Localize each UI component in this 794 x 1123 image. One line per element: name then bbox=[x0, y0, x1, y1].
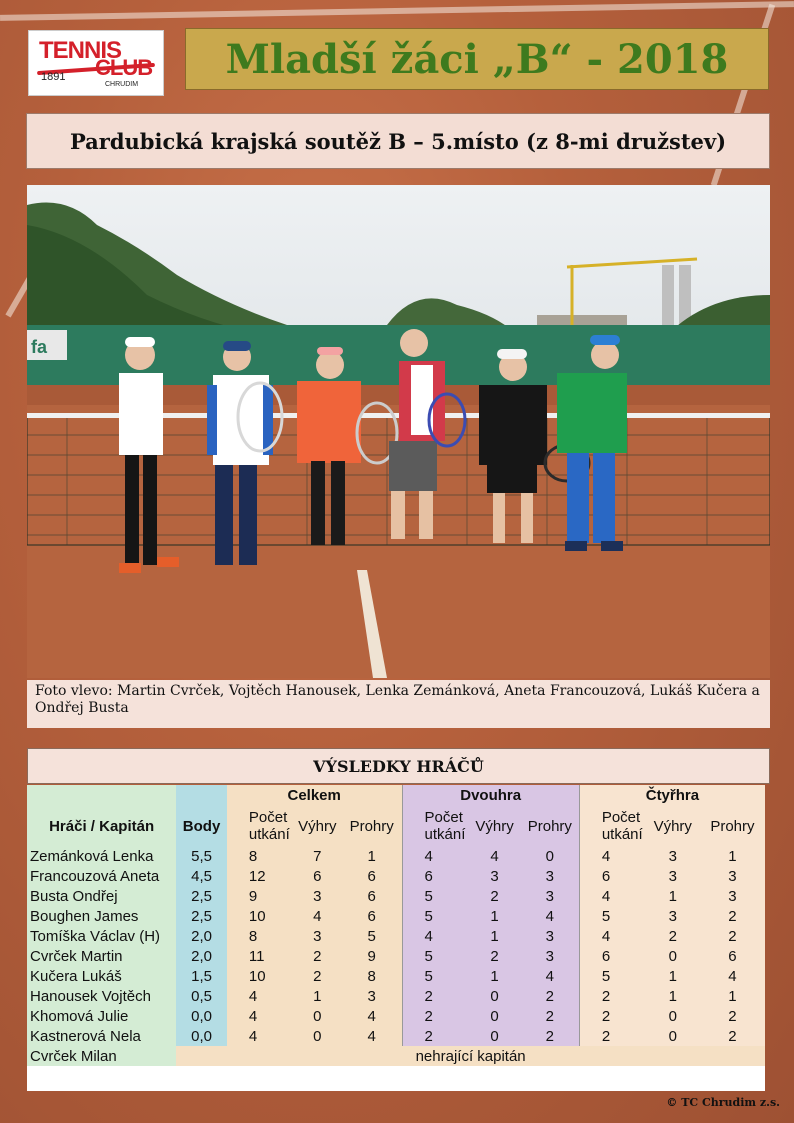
ctyrhra-losses: 4 bbox=[700, 966, 765, 986]
dvouhra-matches: 5 bbox=[402, 966, 468, 986]
player-points: 2,0 bbox=[176, 946, 227, 966]
group-celkem: Celkem bbox=[227, 785, 402, 806]
group-dvouhra: Dvouhra bbox=[402, 785, 579, 806]
dvouhra-wins: 2 bbox=[468, 946, 520, 966]
col-losses: Prohry bbox=[521, 806, 580, 846]
ctyrhra-losses: 2 bbox=[700, 906, 765, 926]
celkem-losses: 6 bbox=[342, 906, 402, 926]
court-line bbox=[0, 1, 794, 21]
table-row bbox=[27, 846, 765, 866]
dvouhra-losses: 3 bbox=[521, 886, 580, 906]
results-title: VÝSLEDKY HRÁČŮ bbox=[313, 756, 484, 776]
ctyrhra-matches: 6 bbox=[579, 946, 645, 966]
col-matches: Počet utkání bbox=[579, 806, 645, 846]
captain-name: Cvrček Milan bbox=[27, 1046, 176, 1066]
ctyrhra-matches: 4 bbox=[579, 846, 645, 866]
ctyrhra-matches: 6 bbox=[579, 866, 645, 886]
celkem-wins: 0 bbox=[293, 1006, 342, 1026]
celkem-matches: 8 bbox=[227, 846, 293, 866]
photo-caption: Foto vlevo: Martin Cvrček, Vojtěch Hanousek, Lenka Zemánková, Aneta Francouzová, Lukáš Kučera a Ondřej Busta bbox=[27, 680, 770, 728]
title-box bbox=[185, 28, 769, 90]
dvouhra-wins: 0 bbox=[468, 1006, 520, 1026]
ctyrhra-losses: 1 bbox=[700, 986, 765, 1006]
col-matches: Počet utkání bbox=[227, 806, 293, 846]
logo-city: CHRUDIM bbox=[105, 81, 139, 88]
table-row bbox=[27, 906, 765, 926]
player-points: 2,0 bbox=[176, 926, 227, 946]
celkem-losses: 6 bbox=[342, 866, 402, 886]
col-wins: Výhry bbox=[468, 806, 520, 846]
dvouhra-matches: 2 bbox=[402, 986, 468, 1006]
dvouhra-matches: 4 bbox=[402, 926, 468, 946]
dvouhra-losses: 2 bbox=[521, 986, 580, 1006]
celkem-wins: 3 bbox=[293, 886, 342, 906]
results-table-wrap bbox=[27, 785, 765, 1091]
player-points: 0,0 bbox=[176, 1026, 227, 1046]
ctyrhra-wins: 3 bbox=[646, 906, 700, 926]
table-row bbox=[27, 886, 765, 906]
ctyrhra-losses: 2 bbox=[700, 1006, 765, 1026]
ctyrhra-wins: 0 bbox=[646, 1026, 700, 1046]
celkem-matches: 4 bbox=[227, 986, 293, 1006]
player-name: Zemánková Lenka bbox=[27, 846, 176, 866]
celkem-losses: 4 bbox=[342, 1006, 402, 1026]
dvouhra-wins: 1 bbox=[468, 966, 520, 986]
group-ctyrhra: Čtyřhra bbox=[579, 785, 765, 806]
table-group-header bbox=[27, 785, 765, 806]
table-row bbox=[27, 926, 765, 946]
dvouhra-wins: 0 bbox=[468, 1026, 520, 1046]
table-row bbox=[27, 966, 765, 986]
ctyrhra-matches: 2 bbox=[579, 986, 645, 1006]
celkem-losses: 3 bbox=[342, 986, 402, 1006]
ctyrhra-wins: 0 bbox=[646, 946, 700, 966]
celkem-wins: 3 bbox=[293, 926, 342, 946]
dvouhra-matches: 2 bbox=[402, 1026, 468, 1046]
group-empty bbox=[176, 785, 227, 806]
player-name: Tomíška Václav (H) bbox=[27, 926, 176, 946]
player-points: 5,5 bbox=[176, 846, 227, 866]
ctyrhra-losses: 6 bbox=[700, 946, 765, 966]
celkem-matches: 9 bbox=[227, 886, 293, 906]
subtitle-box bbox=[26, 113, 770, 169]
celkem-matches: 4 bbox=[227, 1006, 293, 1026]
captain-note: nehrající kapitán bbox=[176, 1046, 765, 1066]
ctyrhra-wins: 1 bbox=[646, 966, 700, 986]
player-points: 0,0 bbox=[176, 1006, 227, 1026]
copyright: © TC Chrudim z.s. bbox=[666, 1096, 780, 1109]
dvouhra-losses: 3 bbox=[521, 866, 580, 886]
celkem-wins: 0 bbox=[293, 1026, 342, 1046]
celkem-losses: 8 bbox=[342, 966, 402, 986]
dvouhra-wins: 1 bbox=[468, 926, 520, 946]
dvouhra-losses: 0 bbox=[521, 846, 580, 866]
table-row bbox=[27, 986, 765, 1006]
player-name: Khomová Julie bbox=[27, 1006, 176, 1026]
ctyrhra-losses: 3 bbox=[700, 866, 765, 886]
table-column-header bbox=[27, 806, 765, 846]
club-logo bbox=[28, 30, 164, 96]
logo-text-tennis: TENNIS bbox=[39, 37, 122, 64]
logo-year: 1891 bbox=[41, 71, 66, 83]
dvouhra-losses: 4 bbox=[521, 906, 580, 926]
col-wins: Výhry bbox=[646, 806, 700, 846]
ctyrhra-losses: 3 bbox=[700, 886, 765, 906]
table-row bbox=[27, 1006, 765, 1026]
ctyrhra-wins: 3 bbox=[646, 866, 700, 886]
ctyrhra-wins: 0 bbox=[646, 1006, 700, 1026]
player-name: Cvrček Martin bbox=[27, 946, 176, 966]
dvouhra-wins: 0 bbox=[468, 986, 520, 1006]
celkem-matches: 10 bbox=[227, 966, 293, 986]
ctyrhra-matches: 5 bbox=[579, 966, 645, 986]
table-row bbox=[27, 946, 765, 966]
dvouhra-losses: 3 bbox=[521, 926, 580, 946]
team-photo bbox=[27, 185, 770, 678]
celkem-matches: 11 bbox=[227, 946, 293, 966]
dvouhra-matches: 4 bbox=[402, 846, 468, 866]
page-title: Mladší žáci „B“ - 2018 bbox=[225, 35, 729, 83]
celkem-losses: 5 bbox=[342, 926, 402, 946]
ctyrhra-matches: 4 bbox=[579, 926, 645, 946]
player-name: Kastnerová Nela bbox=[27, 1026, 176, 1046]
player-points: 4,5 bbox=[176, 866, 227, 886]
player-name: Hanousek Vojtěch bbox=[27, 986, 176, 1006]
celkem-losses: 6 bbox=[342, 886, 402, 906]
celkem-wins: 1 bbox=[293, 986, 342, 1006]
page-subtitle: Pardubická krajská soutěž B – 5.místo (z 8-mi družstev) bbox=[69, 128, 727, 154]
celkem-matches: 10 bbox=[227, 906, 293, 926]
dvouhra-losses: 2 bbox=[521, 1006, 580, 1026]
celkem-matches: 8 bbox=[227, 926, 293, 946]
table-row bbox=[27, 866, 765, 886]
player-points: 1,5 bbox=[176, 966, 227, 986]
celkem-wins: 2 bbox=[293, 966, 342, 986]
ctyrhra-losses: 2 bbox=[700, 926, 765, 946]
dvouhra-losses: 2 bbox=[521, 1026, 580, 1046]
celkem-matches: 4 bbox=[227, 1026, 293, 1046]
celkem-losses: 9 bbox=[342, 946, 402, 966]
dvouhra-matches: 5 bbox=[402, 886, 468, 906]
dvouhra-wins: 4 bbox=[468, 846, 520, 866]
ctyrhra-wins: 2 bbox=[646, 926, 700, 946]
logo-text-club: CLUB bbox=[95, 55, 153, 80]
col-losses: Prohry bbox=[700, 806, 765, 846]
player-points: 2,5 bbox=[176, 906, 227, 926]
dvouhra-matches: 2 bbox=[402, 1006, 468, 1026]
ctyrhra-wins: 1 bbox=[646, 886, 700, 906]
ctyrhra-wins: 1 bbox=[646, 986, 700, 1006]
celkem-wins: 2 bbox=[293, 946, 342, 966]
celkem-losses: 1 bbox=[342, 846, 402, 866]
player-name: Kučera Lukáš bbox=[27, 966, 176, 986]
results-header bbox=[27, 748, 770, 784]
player-name: Busta Ondřej bbox=[27, 886, 176, 906]
results-table bbox=[27, 785, 765, 1066]
celkem-losses: 4 bbox=[342, 1026, 402, 1046]
player-name: Boughen James bbox=[27, 906, 176, 926]
group-empty bbox=[27, 785, 176, 806]
ctyrhra-wins: 3 bbox=[646, 846, 700, 866]
celkem-wins: 6 bbox=[293, 866, 342, 886]
col-points: Body bbox=[176, 806, 227, 846]
ctyrhra-matches: 2 bbox=[579, 1026, 645, 1046]
dvouhra-wins: 2 bbox=[468, 886, 520, 906]
celkem-matches: 12 bbox=[227, 866, 293, 886]
ctyrhra-losses: 1 bbox=[700, 846, 765, 866]
team-photo-illustration bbox=[27, 185, 770, 678]
dvouhra-matches: 6 bbox=[402, 866, 468, 886]
dvouhra-losses: 4 bbox=[521, 966, 580, 986]
ctyrhra-losses: 2 bbox=[700, 1026, 765, 1046]
table-row bbox=[27, 1026, 765, 1046]
ctyrhra-matches: 4 bbox=[579, 886, 645, 906]
dvouhra-matches: 5 bbox=[402, 906, 468, 926]
captain-row bbox=[27, 1046, 765, 1066]
ctyrhra-matches: 5 bbox=[579, 906, 645, 926]
dvouhra-losses: 3 bbox=[521, 946, 580, 966]
player-name: Francouzová Aneta bbox=[27, 866, 176, 886]
col-wins: Výhry bbox=[293, 806, 342, 846]
col-matches: Počet utkání bbox=[402, 806, 468, 846]
celkem-wins: 4 bbox=[293, 906, 342, 926]
dvouhra-matches: 5 bbox=[402, 946, 468, 966]
col-losses: Prohry bbox=[342, 806, 402, 846]
banner-text: fa bbox=[31, 337, 48, 357]
player-points: 0,5 bbox=[176, 986, 227, 1006]
player-points: 2,5 bbox=[176, 886, 227, 906]
ctyrhra-matches: 2 bbox=[579, 1006, 645, 1026]
celkem-wins: 7 bbox=[293, 846, 342, 866]
dvouhra-wins: 3 bbox=[468, 866, 520, 886]
dvouhra-wins: 1 bbox=[468, 906, 520, 926]
col-players: Hráči / Kapitán bbox=[27, 806, 176, 846]
